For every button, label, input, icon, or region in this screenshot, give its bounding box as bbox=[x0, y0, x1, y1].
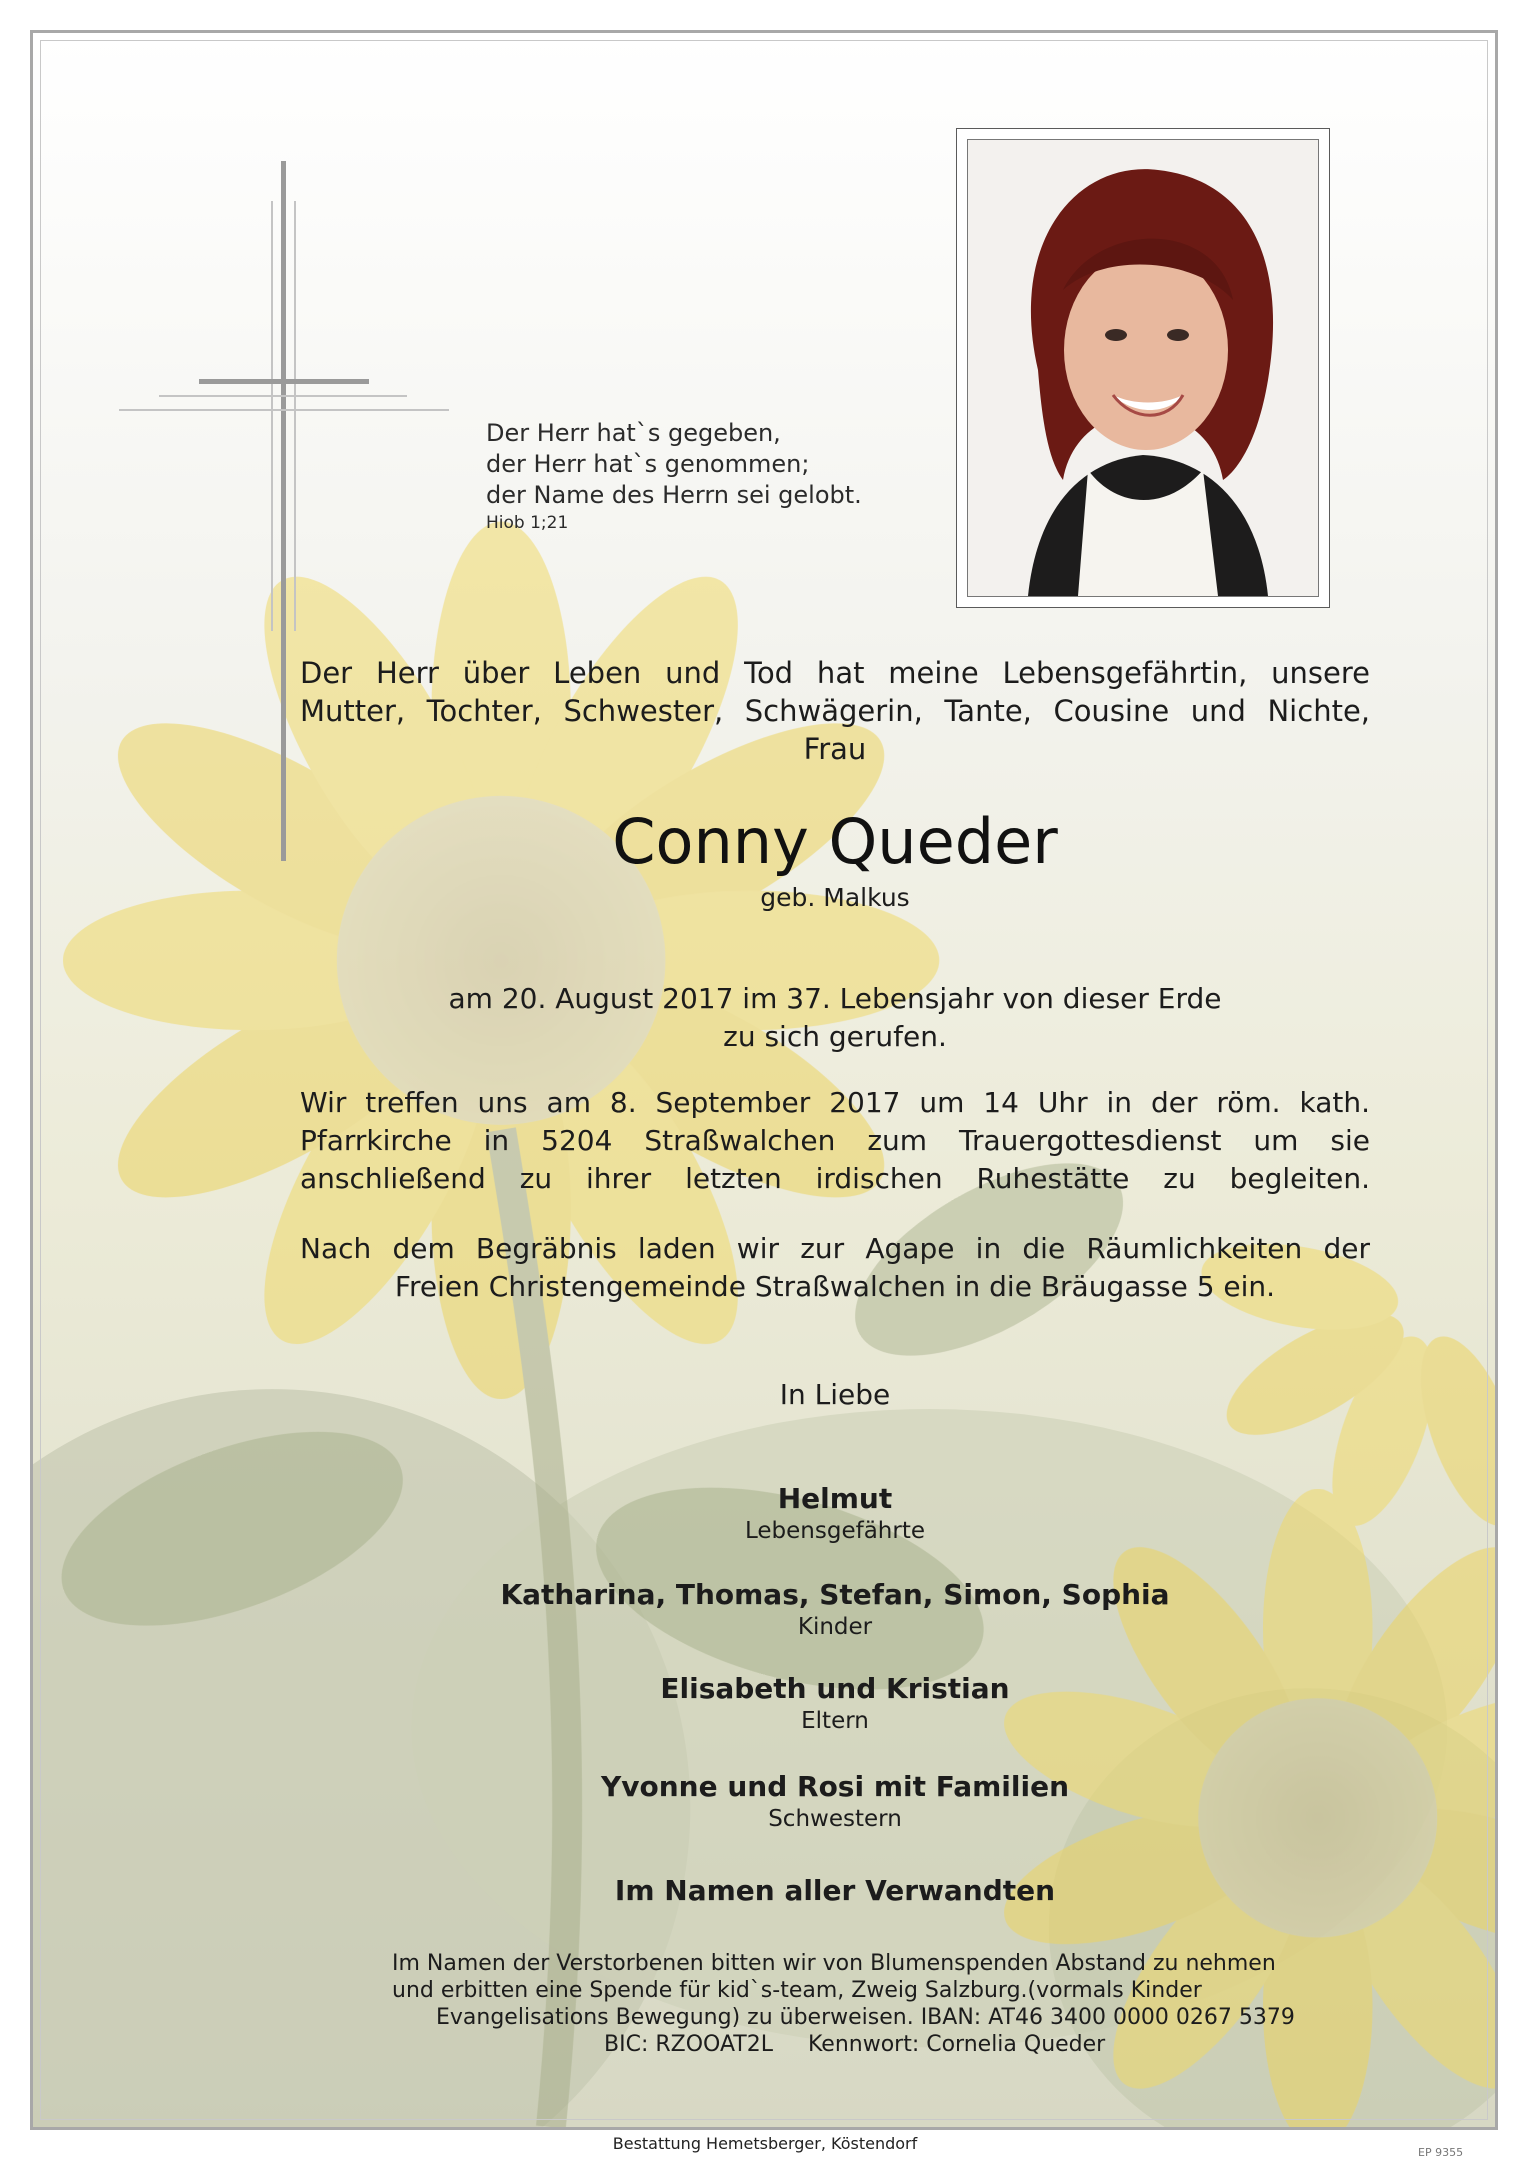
bible-quote bbox=[486, 418, 916, 535]
donation-line: Evangelisations Bewegung) zu überweisen. IBAN: AT46 3400 0000 0267 5379 bbox=[436, 2005, 1295, 2030]
intro-line: Mutter, Tochter, Schwester, Schwägerin, Tante, Cousine und Nichte, bbox=[300, 694, 1370, 728]
death-notice bbox=[300, 980, 1370, 1056]
deceased-name: Conny Queder bbox=[612, 805, 1058, 878]
agape-notice bbox=[300, 1230, 1370, 1306]
mourner-relation: Schwestern bbox=[768, 1806, 902, 1832]
document-code: EP 9355 bbox=[1418, 2146, 1464, 2159]
donation-notice bbox=[360, 1950, 1310, 2058]
funeral-line: Wir treffen uns am 8. September 2017 um 14 Uhr in der röm. kath. bbox=[300, 1086, 1370, 1119]
mourner-relation: Kinder bbox=[797, 1614, 873, 1640]
quote-line: Der Herr hat`s gegeben, bbox=[486, 419, 781, 447]
death-line: am 20. August 2017 im 37. Lebensjahr von dieser Erde bbox=[448, 982, 1222, 1015]
mourner-relation: Lebensgefährte bbox=[744, 1518, 925, 1544]
maiden-name: geb. Malkus bbox=[760, 883, 910, 912]
donation-line: und erbitten eine Spende für kid`s-team, Zweig Salzburg.(vormals Kinder bbox=[392, 1978, 1202, 2003]
closing-text: In Liebe bbox=[779, 1378, 891, 1411]
funeral-line: Pfarrkirche in 5204 Straßwalchen zum Trauergottesdienst um sie bbox=[300, 1124, 1370, 1157]
agape-line: Freien Christengemeinde Straßwalchen in die Bräugasse 5 ein. bbox=[394, 1270, 1276, 1303]
intro-line: Frau bbox=[803, 732, 867, 766]
mourner-names: Helmut bbox=[777, 1482, 893, 1515]
mourner-names: Im Namen aller Verwandten bbox=[614, 1874, 1056, 1907]
mourner-relation: Eltern bbox=[801, 1708, 869, 1734]
portrait-photo bbox=[956, 128, 1330, 608]
quote-line: der Name des Herrn sei gelobt. bbox=[486, 481, 862, 509]
mourner-group bbox=[300, 1874, 1370, 1908]
donation-line: BIC: RZOOAT2L Kennwort: Cornelia Queder bbox=[604, 2032, 1106, 2057]
intro-text bbox=[300, 654, 1370, 768]
funeral-notice bbox=[300, 1084, 1370, 1198]
mourner-group bbox=[300, 1482, 1370, 1546]
quote-reference: Hiob 1;21 bbox=[486, 513, 569, 533]
donation-line: Im Namen der Verstorbenen bitten wir von Blumenspenden Abstand zu nehmen bbox=[392, 1951, 1276, 1976]
portrait-image bbox=[968, 140, 1318, 596]
mourner-names: Yvonne und Rosi mit Familien bbox=[600, 1770, 1069, 1803]
mourner-names: Katharina, Thomas, Stefan, Simon, Sophia bbox=[500, 1578, 1170, 1611]
mourner-group bbox=[300, 1672, 1370, 1736]
mourner-names: Elisabeth und Kristian bbox=[660, 1672, 1010, 1705]
funeral-line: anschließend zu ihrer letzten irdischen Ruhestätte zu begleiten. bbox=[300, 1162, 1370, 1195]
agape-line: Nach dem Begräbnis laden wir zur Agape in die Räumlichkeiten der bbox=[300, 1232, 1370, 1265]
undertaker-footer: Bestattung Hemetsberger, Köstendorf bbox=[612, 2134, 918, 2153]
quote-line: der Herr hat`s genommen; bbox=[486, 450, 810, 478]
death-line: zu sich gerufen. bbox=[723, 1020, 947, 1053]
mourner-group bbox=[300, 1578, 1370, 1642]
intro-line: Der Herr über Leben und Tod hat meine Lebensgefährtin, unsere bbox=[300, 656, 1370, 690]
mourner-group bbox=[300, 1770, 1370, 1834]
